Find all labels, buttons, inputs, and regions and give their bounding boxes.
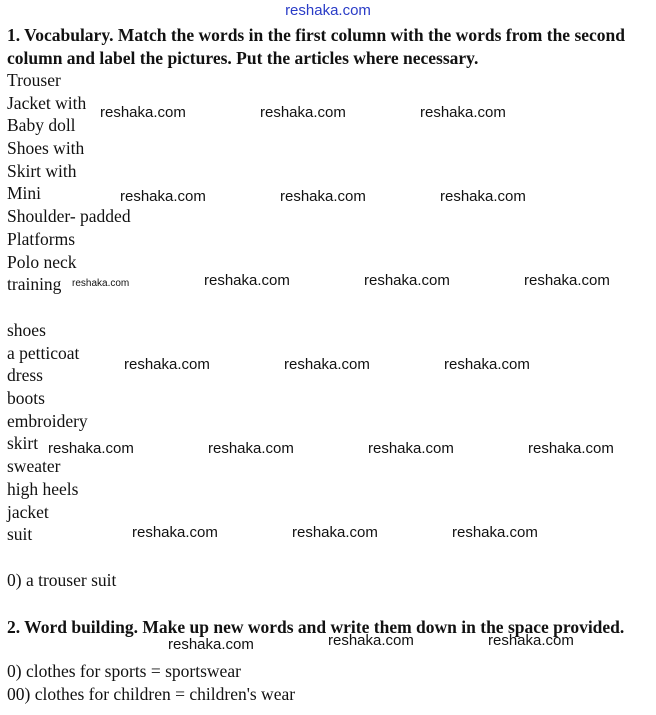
watermark: reshaka.com — [524, 272, 610, 289]
column1-item: Trouser — [7, 70, 61, 90]
column1-item: training — [7, 274, 62, 295]
column2-item: shoes — [7, 320, 46, 340]
task1-example: 0) a trouser suit — [7, 570, 117, 590]
column1-item: Platforms — [7, 228, 76, 249]
column2-item: embroidery — [7, 410, 88, 431]
watermark: reshaka.com — [100, 104, 186, 121]
watermark: reshaka.com — [444, 356, 530, 373]
watermark: reshaka.com — [260, 104, 346, 121]
watermark: reshaka.com — [48, 440, 134, 457]
site-header: reshaka.com — [285, 2, 371, 19]
watermark: reshaka.com — [120, 188, 206, 205]
task2-heading: 2. Word building. Make up new words and write them down in the space provided. — [7, 617, 625, 637]
column2-item: jacket — [7, 501, 49, 522]
watermark: reshaka.com — [440, 188, 526, 205]
watermark: reshaka.com — [204, 272, 290, 289]
watermark: reshaka.com — [528, 440, 614, 457]
watermark: reshaka.com — [280, 188, 366, 205]
column1-item: Jacket with — [7, 92, 87, 113]
watermark: reshaka.com — [368, 440, 454, 457]
column1-item: Baby doll — [7, 115, 76, 136]
column2-item: suit — [7, 524, 33, 545]
watermark: reshaka.com — [328, 632, 414, 649]
column1-item: Shoes with — [7, 138, 85, 159]
task2-example: 00) clothes for children = children's wear — [7, 684, 296, 704]
column2-item: skirt — [7, 433, 39, 454]
column2-item: high heels — [7, 478, 79, 499]
watermark: reshaka.com — [132, 524, 218, 541]
column1-item: Mini — [7, 183, 42, 204]
watermark: reshaka.com — [284, 356, 370, 373]
column-2 — [7, 319, 88, 546]
column1-item: Shoulder- padded — [7, 206, 131, 227]
watermark: reshaka.com — [124, 356, 210, 373]
watermark: reshaka.com — [364, 272, 450, 289]
watermark: reshaka.com — [292, 524, 378, 541]
watermark: reshaka.com — [208, 440, 294, 457]
column2-item: sweater — [7, 456, 61, 477]
column2-item: boots — [7, 388, 45, 409]
watermark: reshaka.com — [420, 104, 506, 121]
watermark: reshaka.com — [452, 524, 538, 541]
watermark: reshaka.com — [72, 278, 130, 289]
watermark: reshaka.com — [488, 632, 574, 649]
column2-item: a petticoat — [7, 342, 80, 363]
task2-example: 0) clothes for sports = sportswear — [7, 661, 241, 681]
column2-item: dress — [7, 365, 43, 386]
column1-item: Skirt with — [7, 160, 77, 181]
task1-heading: 1. Vocabulary. Match the words in the first column with the words from the second column and label the pictures. Put the articles where necessary. — [7, 25, 626, 68]
watermark: reshaka.com — [168, 636, 254, 653]
column1-item: Polo neck — [7, 251, 77, 272]
